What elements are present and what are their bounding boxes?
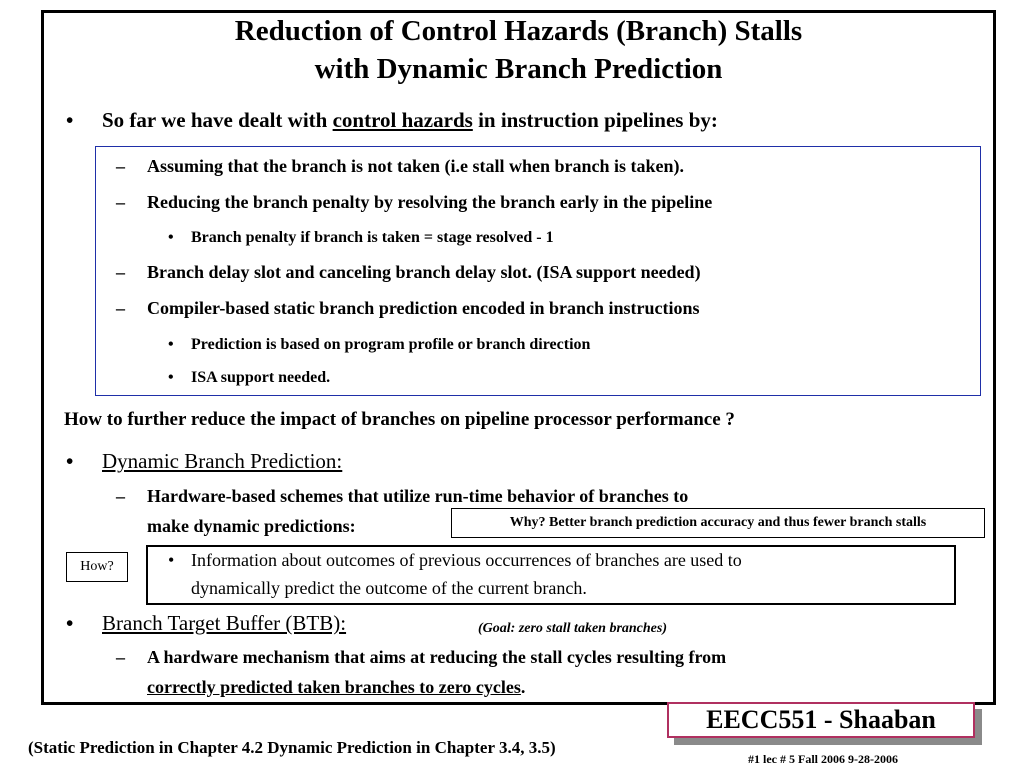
sub-bullet-marker: • [168,336,174,353]
bullet1-suffix: in instruction pipelines by: [472,108,718,132]
slide-title [41,12,996,88]
box-item-resolve-early: Reducing the branch penalty by resolving the branch early in the pipeline [147,192,713,212]
box-item-delay-slot: Branch delay slot and canceling branch delay slot. (ISA support needed) [147,262,701,282]
sub-bullet-marker: • [168,229,174,246]
dash-marker: – [116,262,125,282]
how-callout: How? [66,552,128,582]
box-subitem-penalty: Branch penalty if branch is taken = stage resolved - 1 [191,229,554,246]
control-hazards-term: control hazards [332,108,473,132]
btb-goal: (Goal: zero stall taken branches) [478,621,667,636]
btb-sub-line-1: A hardware mechanism that aims at reducing the stall cycles resulting from [147,647,727,667]
footer-lecture-info: #1 lec # 5 Fall 2006 9-28-2006 [748,752,898,766]
dash-marker: – [116,298,125,318]
info-line-2: dynamically predict the outcome of the current branch. [191,578,587,598]
bullet-marker: • [66,108,74,132]
title-line-1: Reduction of Control Hazards (Branch) Stalls [234,15,803,47]
dyn-sub-line-2: make dynamic predictions: [147,516,356,536]
dash-marker: – [116,192,125,212]
footer-chapters: (Static Prediction in Chapter 4.2 Dynamic Prediction in Chapter 3.4, 3.5) [28,738,556,757]
box-subitem-profile: Prediction is based on program profile or branch direction [191,336,591,353]
info-line-1: Information about outcomes of previous occurrences of branches are used to [191,550,742,570]
bullet-marker: • [66,611,74,635]
dynamic-prediction-heading: Dynamic Branch Prediction: [102,449,343,473]
dash-marker: – [116,647,125,667]
btb-heading: Branch Target Buffer (BTB): [102,611,347,635]
title-line-2: with Dynamic Branch Prediction [314,53,723,85]
question-text: How to further reduce the impact of branches on pipeline processor performance ? [64,409,735,430]
box-item-not-taken: Assuming that the branch is not taken (i.e stall when branch is taken). [147,156,685,176]
bullet-marker: • [66,449,74,473]
bullet-control-hazards [102,106,718,134]
box-item-static-prediction: Compiler-based static branch prediction encoded in branch instructions [147,298,700,318]
course-brand: EECC551 - Shaaban [667,702,975,738]
dash-marker: – [116,486,125,506]
dyn-sub-line-1: Hardware-based schemes that utilize run-time behavior of branches to [147,486,689,506]
btb-sub-line-2 [147,675,525,699]
sub-bullet-marker: • [168,369,174,386]
dash-marker: – [116,156,125,176]
why-callout: Why? Better branch prediction accuracy and thus fewer branch stalls [451,508,985,538]
sub-bullet-marker: • [168,550,175,570]
btb-line-end: . [520,677,526,697]
box-subitem-isa: ISA support needed. [191,369,331,386]
btb-underlined-phrase: correctly predicted taken branches to zero cycles [147,677,521,697]
bullet1-prefix: So far we have dealt with [102,108,333,132]
